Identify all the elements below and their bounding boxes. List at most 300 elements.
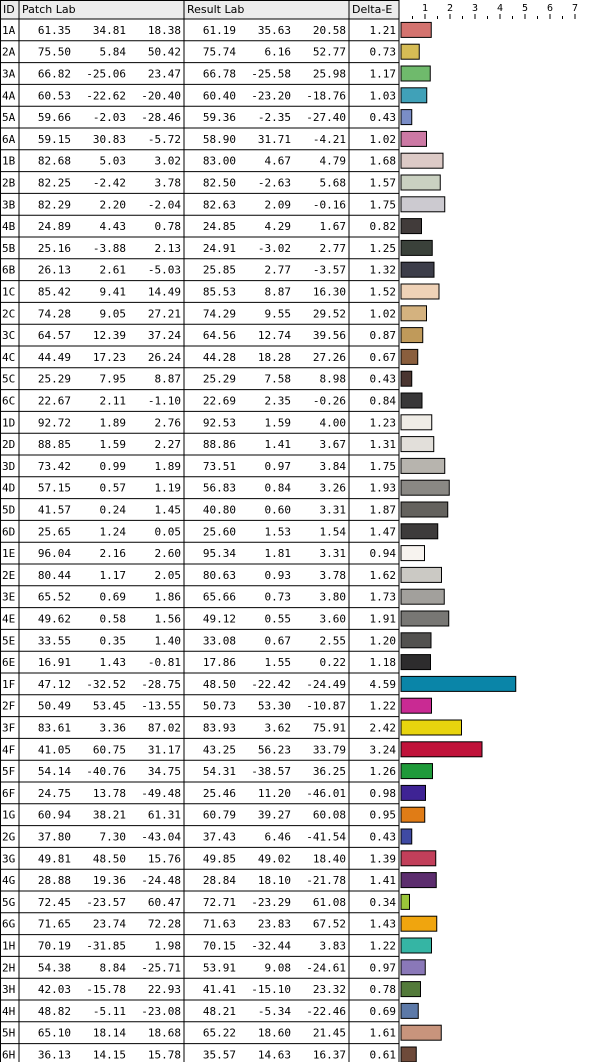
patch-lab-value: -43.04: [141, 830, 181, 844]
patch-lab-value: 82.25: [37, 176, 71, 190]
result-lab-value: 0.84: [264, 481, 291, 495]
result-lab-value: 0.73: [264, 590, 291, 604]
delta-e-value: 1.31: [369, 438, 396, 452]
patch-lab-value: -1.10: [147, 394, 181, 408]
patch-lab-value: 14.15: [92, 1048, 126, 1062]
patch-lab-value: -13.55: [141, 699, 181, 713]
patch-lab-value: 4.43: [99, 220, 126, 234]
patch-lab-value: 53.45: [92, 699, 126, 713]
patch-lab-value: 47.12: [37, 677, 71, 691]
row-id: 1D: [2, 416, 16, 430]
patch-lab-value: 23.74: [92, 917, 126, 931]
delta-e-value: 1.21: [369, 23, 396, 37]
patch-lab-value: 5.84: [99, 45, 126, 59]
patch-lab-value: -23.08: [141, 1004, 181, 1018]
result-lab-value: 82.50: [202, 176, 236, 190]
patch-lab-value: 24.75: [37, 786, 71, 800]
patch-lab-value: 1.86: [154, 590, 181, 604]
patch-lab-value: 0.57: [99, 481, 126, 495]
delta-e-value: 0.43: [369, 830, 396, 844]
result-lab-value: 48.50: [202, 677, 236, 691]
delta-e-bar: [401, 44, 419, 59]
result-lab-value: 1.81: [264, 547, 291, 561]
row-id: 3F: [2, 721, 16, 735]
patch-lab-value: 34.75: [147, 765, 181, 779]
delta-e-value: 1.68: [369, 154, 396, 168]
patch-lab-value: -31.85: [86, 939, 126, 953]
result-lab-value: -22.42: [251, 677, 291, 691]
row-id: 5F: [2, 765, 16, 779]
patch-lab-value: 2.20: [99, 198, 126, 212]
patch-lab-value: -5.11: [92, 1004, 126, 1018]
header-result-lab: Result Lab: [187, 3, 245, 16]
patch-lab-value: 59.66: [37, 111, 71, 125]
row-id: 4D: [2, 481, 16, 495]
result-lab-value: 33.79: [312, 743, 346, 757]
result-lab-value: 49.12: [202, 612, 236, 626]
result-lab-value: 1.54: [319, 525, 346, 539]
result-lab-value: -22.46: [306, 1004, 346, 1018]
patch-lab-value: 33.55: [37, 634, 71, 648]
row-id: 2F: [2, 699, 16, 713]
result-lab-value: -27.40: [306, 111, 346, 125]
result-lab-value: 23.83: [257, 917, 291, 931]
result-lab-value: -24.49: [306, 677, 346, 691]
patch-lab-value: 25.16: [37, 241, 71, 255]
delta-e-value: 1.03: [369, 89, 396, 103]
patch-lab-value: 7.30: [99, 830, 126, 844]
row-id: 4E: [2, 612, 16, 626]
patch-lab-value: 0.58: [99, 612, 126, 626]
patch-lab-value: 1.17: [99, 568, 126, 582]
delta-e-bar: [401, 764, 433, 779]
result-lab-value: 27.26: [312, 350, 346, 364]
delta-e-value: 1.20: [369, 634, 396, 648]
patch-lab-value: 3.36: [99, 721, 126, 735]
patch-lab-value: -24.48: [141, 874, 181, 888]
result-lab-value: 1.41: [264, 438, 291, 452]
result-lab-value: 83.00: [202, 154, 236, 168]
delta-e-bar: [401, 1025, 441, 1040]
delta-e-bar: [401, 589, 444, 604]
patch-lab-value: 0.69: [99, 590, 126, 604]
patch-lab-value: 2.76: [154, 416, 181, 430]
patch-lab-value: -40.76: [86, 765, 126, 779]
delta-e-bar: [401, 66, 430, 81]
delta-e-value: 0.61: [369, 1048, 396, 1062]
delta-e-bar: [401, 240, 432, 255]
result-lab-value: 2.77: [264, 263, 291, 277]
result-lab-value: 8.87: [264, 285, 291, 299]
result-lab-value: -3.02: [257, 241, 291, 255]
result-lab-value: 0.22: [319, 656, 346, 670]
patch-lab-value: 82.68: [37, 154, 71, 168]
result-lab-value: 74.29: [202, 307, 236, 321]
delta-e-value: 0.78: [369, 983, 396, 997]
row-id: 6D: [2, 525, 16, 539]
result-lab-value: 61.19: [202, 23, 236, 37]
patch-lab-value: 1.89: [99, 416, 126, 430]
patch-lab-value: 2.11: [99, 394, 126, 408]
delta-e-value: 0.95: [369, 808, 396, 822]
result-lab-value: -0.16: [312, 198, 346, 212]
patch-lab-value: -2.42: [92, 176, 126, 190]
patch-lab-value: 92.72: [37, 416, 71, 430]
patch-lab-value: 82.29: [37, 198, 71, 212]
patch-lab-value: 1.45: [154, 503, 181, 517]
delta-e-value: 0.87: [369, 329, 396, 343]
delta-e-bar: [401, 284, 439, 299]
result-lab-value: 80.63: [202, 568, 236, 582]
result-lab-value: 75.91: [312, 721, 346, 735]
row-id: 2A: [2, 45, 16, 59]
result-lab-value: 1.55: [264, 656, 291, 670]
result-lab-value: -4.21: [312, 132, 346, 146]
row-id: 4A: [2, 89, 16, 103]
patch-lab-value: 88.85: [37, 438, 71, 452]
result-lab-value: -5.34: [257, 1004, 291, 1018]
result-lab-value: 4.29: [264, 220, 291, 234]
result-lab-value: 95.34: [202, 547, 236, 561]
delta-e-value: 0.82: [369, 220, 396, 234]
result-lab-value: 37.43: [202, 830, 236, 844]
result-lab-value: 0.93: [264, 568, 291, 582]
patch-lab-value: 2.05: [154, 568, 181, 582]
patch-lab-value: -23.57: [86, 895, 126, 909]
row-id: 5C: [2, 372, 16, 386]
result-lab-value: 3.84: [319, 459, 346, 473]
result-lab-value: 3.60: [319, 612, 346, 626]
result-lab-value: -23.20: [251, 89, 291, 103]
delta-e-bar: [401, 894, 410, 909]
row-id: 5A: [2, 111, 16, 125]
row-id: 5H: [2, 1026, 16, 1040]
row-id: 3A: [2, 67, 16, 81]
delta-e-value: 1.75: [369, 459, 396, 473]
result-lab-value: 25.46: [202, 786, 236, 800]
patch-lab-value: 83.61: [37, 721, 71, 735]
patch-lab-value: 22.67: [37, 394, 71, 408]
result-lab-value: 12.74: [257, 329, 291, 343]
result-lab-value: 1.67: [319, 220, 346, 234]
result-lab-value: 17.86: [202, 656, 236, 670]
header-id: ID: [3, 3, 15, 16]
delta-e-bar: [401, 480, 449, 495]
delta-e-value: 0.34: [369, 895, 396, 909]
result-lab-value: 23.32: [312, 983, 346, 997]
result-lab-value: 92.53: [202, 416, 236, 430]
result-lab-value: 5.68: [319, 176, 346, 190]
result-lab-value: 49.02: [257, 852, 291, 866]
delta-e-bar: [401, 546, 425, 561]
delta-e-value: 1.25: [369, 241, 396, 255]
patch-lab-value: 74.28: [37, 307, 71, 321]
delta-e-bar: [401, 437, 434, 452]
patch-lab-value: 3.02: [154, 154, 181, 168]
result-lab-value: 53.30: [257, 699, 291, 713]
delta-e-value: 0.98: [369, 786, 396, 800]
result-lab-value: 0.55: [264, 612, 291, 626]
result-lab-value: 35.63: [257, 23, 291, 37]
result-lab-value: 18.10: [257, 874, 291, 888]
delta-e-bar: [401, 742, 482, 757]
result-lab-value: 70.15: [202, 939, 236, 953]
patch-lab-value: 50.49: [37, 699, 71, 713]
result-lab-value: 3.83: [319, 939, 346, 953]
result-lab-value: 1.59: [264, 416, 291, 430]
patch-lab-value: 26.24: [147, 350, 181, 364]
delta-e-bar: [401, 524, 438, 539]
row-id: 1E: [2, 547, 16, 561]
delta-e-bar: [401, 916, 437, 931]
delta-e-value: 1.18: [369, 656, 396, 670]
patch-lab-value: -5.72: [147, 132, 181, 146]
result-lab-value: 21.45: [312, 1026, 346, 1040]
delta-e-bar: [401, 807, 425, 822]
row-id: 1B: [2, 154, 16, 168]
result-lab-value: 3.80: [319, 590, 346, 604]
result-lab-value: -46.01: [306, 786, 346, 800]
row-id: 6A: [2, 132, 16, 146]
patch-lab-value: 44.49: [37, 350, 71, 364]
patch-lab-value: 15.78: [147, 1048, 181, 1062]
result-lab-value: 3.31: [319, 503, 346, 517]
delta-e-value: 1.91: [369, 612, 396, 626]
delta-e-value: 1.61: [369, 1026, 396, 1040]
result-lab-value: 3.62: [264, 721, 291, 735]
delta-e-bar: [401, 219, 422, 234]
delta-e-value: 1.26: [369, 765, 396, 779]
result-lab-value: 4.67: [264, 154, 291, 168]
patch-lab-value: -28.46: [141, 111, 181, 125]
result-lab-value: 6.46: [264, 830, 291, 844]
result-lab-value: 0.97: [264, 459, 291, 473]
result-lab-value: 88.86: [202, 438, 236, 452]
result-lab-value: 83.93: [202, 721, 236, 735]
result-lab-value: 67.52: [312, 917, 346, 931]
result-lab-value: 8.98: [319, 372, 346, 386]
patch-lab-value: 41.57: [37, 503, 71, 517]
result-lab-value: 71.63: [202, 917, 236, 931]
delta-e-value: 0.67: [369, 350, 396, 364]
result-lab-value: 18.40: [312, 852, 346, 866]
delta-e-bar: [401, 720, 462, 735]
row-id: 6H: [2, 1048, 16, 1062]
result-lab-value: 61.08: [312, 895, 346, 909]
row-id: 2G: [2, 830, 16, 844]
result-lab-value: 22.69: [202, 394, 236, 408]
patch-lab-value: 2.27: [154, 438, 181, 452]
delta-e-value: 0.73: [369, 45, 396, 59]
patch-lab-value: 1.19: [154, 481, 181, 495]
delta-e-value: 1.73: [369, 590, 396, 604]
patch-lab-value: 66.82: [37, 67, 71, 81]
row-id: 1H: [2, 939, 16, 953]
result-lab-value: 60.79: [202, 808, 236, 822]
result-lab-value: 59.36: [202, 111, 236, 125]
patch-lab-value: 73.42: [37, 459, 71, 473]
result-lab-value: 16.37: [312, 1048, 346, 1062]
patch-lab-value: 0.99: [99, 459, 126, 473]
delta-e-value: 1.17: [369, 67, 396, 81]
patch-lab-value: 27.21: [147, 307, 181, 321]
patch-lab-value: 8.84: [99, 961, 126, 975]
result-lab-value: 52.77: [312, 45, 346, 59]
result-lab-value: 36.25: [312, 765, 346, 779]
result-lab-value: 43.25: [202, 743, 236, 757]
result-lab-value: 11.20: [257, 786, 291, 800]
patch-lab-value: -20.40: [141, 89, 181, 103]
result-lab-value: -2.63: [257, 176, 291, 190]
result-lab-value: 31.71: [257, 132, 291, 146]
patch-lab-value: 36.13: [37, 1048, 71, 1062]
delta-e-bar: [401, 851, 436, 866]
patch-lab-value: 37.80: [37, 830, 71, 844]
delta-e-bar: [401, 153, 443, 168]
patch-lab-value: 72.28: [147, 917, 181, 931]
delta-e-bar: [401, 982, 421, 997]
delta-e-value: 1.23: [369, 416, 396, 430]
patch-lab-value: 1.56: [154, 612, 181, 626]
result-lab-value: 18.60: [257, 1026, 291, 1040]
patch-lab-value: 60.75: [92, 743, 126, 757]
patch-lab-value: -49.48: [141, 786, 181, 800]
result-lab-value: -25.58: [251, 67, 291, 81]
delta-e-bar: [401, 960, 425, 975]
patch-lab-value: 18.68: [147, 1026, 181, 1040]
result-lab-value: 72.71: [202, 895, 236, 909]
row-id: 5G: [2, 895, 16, 909]
row-id: 1F: [2, 677, 16, 691]
result-lab-value: 58.90: [202, 132, 236, 146]
delta-e-value: 1.39: [369, 852, 396, 866]
delta-e-value: 1.02: [369, 132, 396, 146]
delta-e-bar: [401, 393, 422, 408]
patch-lab-value: -2.03: [92, 111, 126, 125]
delta-e-value: 3.24: [369, 743, 396, 757]
result-lab-value: 40.80: [202, 503, 236, 517]
delta-e-bar: [401, 306, 427, 321]
delta-e-bar: [401, 873, 436, 888]
result-lab-value: 60.40: [202, 89, 236, 103]
row-id: 6E: [2, 656, 16, 670]
delta-e-value: 2.42: [369, 721, 396, 735]
axis-tick-label: 1: [421, 3, 429, 14]
row-id: 2E: [2, 568, 16, 582]
result-lab-value: 53.91: [202, 961, 236, 975]
delta-e-bar: [401, 197, 445, 212]
patch-lab-value: -25.71: [141, 961, 181, 975]
result-lab-value: -10.87: [306, 699, 346, 713]
result-lab-value: 60.08: [312, 808, 346, 822]
result-lab-value: 25.29: [202, 372, 236, 386]
patch-lab-value: 25.29: [37, 372, 71, 386]
delta-e-value: 1.62: [369, 568, 396, 582]
delta-e-bar: [401, 110, 412, 125]
result-lab-value: 65.66: [202, 590, 236, 604]
header-delta-e: Delta-E: [352, 3, 393, 16]
row-id: 2C: [2, 307, 16, 321]
patch-lab-value: 1.43: [99, 656, 126, 670]
patch-lab-value: 70.19: [37, 939, 71, 953]
result-lab-value: 48.21: [202, 1004, 236, 1018]
delta-e-value: 1.22: [369, 699, 396, 713]
patch-lab-value: 61.35: [37, 23, 71, 37]
axis-tick-label: 2: [446, 3, 454, 14]
patch-lab-value: -5.03: [147, 263, 181, 277]
patch-lab-value: 9.05: [99, 307, 126, 321]
patch-lab-value: 85.42: [37, 285, 71, 299]
result-lab-value: -18.76: [306, 89, 346, 103]
patch-lab-value: 12.39: [92, 329, 126, 343]
result-lab-value: 3.67: [319, 438, 346, 452]
result-lab-value: 3.31: [319, 547, 346, 561]
header-patch-lab: Patch Lab: [22, 3, 76, 16]
delta-e-bar: [401, 131, 427, 146]
patch-lab-value: 60.94: [37, 808, 71, 822]
patch-lab-value: -22.62: [86, 89, 126, 103]
result-lab-value: 18.28: [257, 350, 291, 364]
patch-lab-value: -3.88: [92, 241, 126, 255]
result-lab-value: 64.56: [202, 329, 236, 343]
delta-e-bar: [401, 262, 434, 277]
result-lab-value: 25.60: [202, 525, 236, 539]
delta-e-value: 0.43: [369, 372, 396, 386]
patch-lab-value: 15.76: [147, 852, 181, 866]
result-lab-value: 24.91: [202, 241, 236, 255]
row-id: 2B: [2, 176, 16, 190]
delta-e-value: 1.93: [369, 481, 396, 495]
delta-e-bar: [401, 1003, 418, 1018]
patch-lab-value: 16.91: [37, 656, 71, 670]
patch-lab-value: 57.15: [37, 481, 71, 495]
delta-e-value: 4.59: [369, 677, 396, 691]
result-lab-value: 28.84: [202, 874, 236, 888]
result-lab-value: 66.78: [202, 67, 236, 81]
delta-e-value: 0.84: [369, 394, 396, 408]
delta-e-bar: [401, 633, 431, 648]
patch-lab-value: 5.03: [99, 154, 126, 168]
row-id: 1A: [2, 23, 16, 37]
patch-lab-value: 65.10: [37, 1026, 71, 1040]
patch-lab-value: 1.89: [154, 459, 181, 473]
patch-lab-value: 30.83: [92, 132, 126, 146]
delta-e-bar: [401, 676, 516, 691]
patch-lab-value: 18.38: [147, 23, 181, 37]
row-id: 6B: [2, 263, 16, 277]
patch-lab-value: 71.65: [37, 917, 71, 931]
result-lab-value: 4.79: [319, 154, 346, 168]
patch-lab-value: 24.89: [37, 220, 71, 234]
result-lab-value: 25.85: [202, 263, 236, 277]
delta-e-value: 1.22: [369, 939, 396, 953]
patch-lab-value: -2.04: [147, 198, 181, 212]
delta-e-value: 0.97: [369, 961, 396, 975]
patch-lab-value: -0.81: [147, 656, 181, 670]
result-lab-value: -32.44: [251, 939, 291, 953]
delta-e-bar: [401, 458, 445, 473]
patch-lab-value: 72.45: [37, 895, 71, 909]
patch-lab-value: 49.62: [37, 612, 71, 626]
delta-e-bar: [401, 698, 432, 713]
patch-lab-value: 38.21: [92, 808, 126, 822]
result-lab-value: 2.77: [319, 241, 346, 255]
patch-lab-value: 96.04: [37, 547, 71, 561]
result-lab-value: 33.08: [202, 634, 236, 648]
result-lab-value: 3.26: [319, 481, 346, 495]
result-lab-value: 41.41: [202, 983, 236, 997]
result-lab-value: 4.00: [319, 416, 346, 430]
